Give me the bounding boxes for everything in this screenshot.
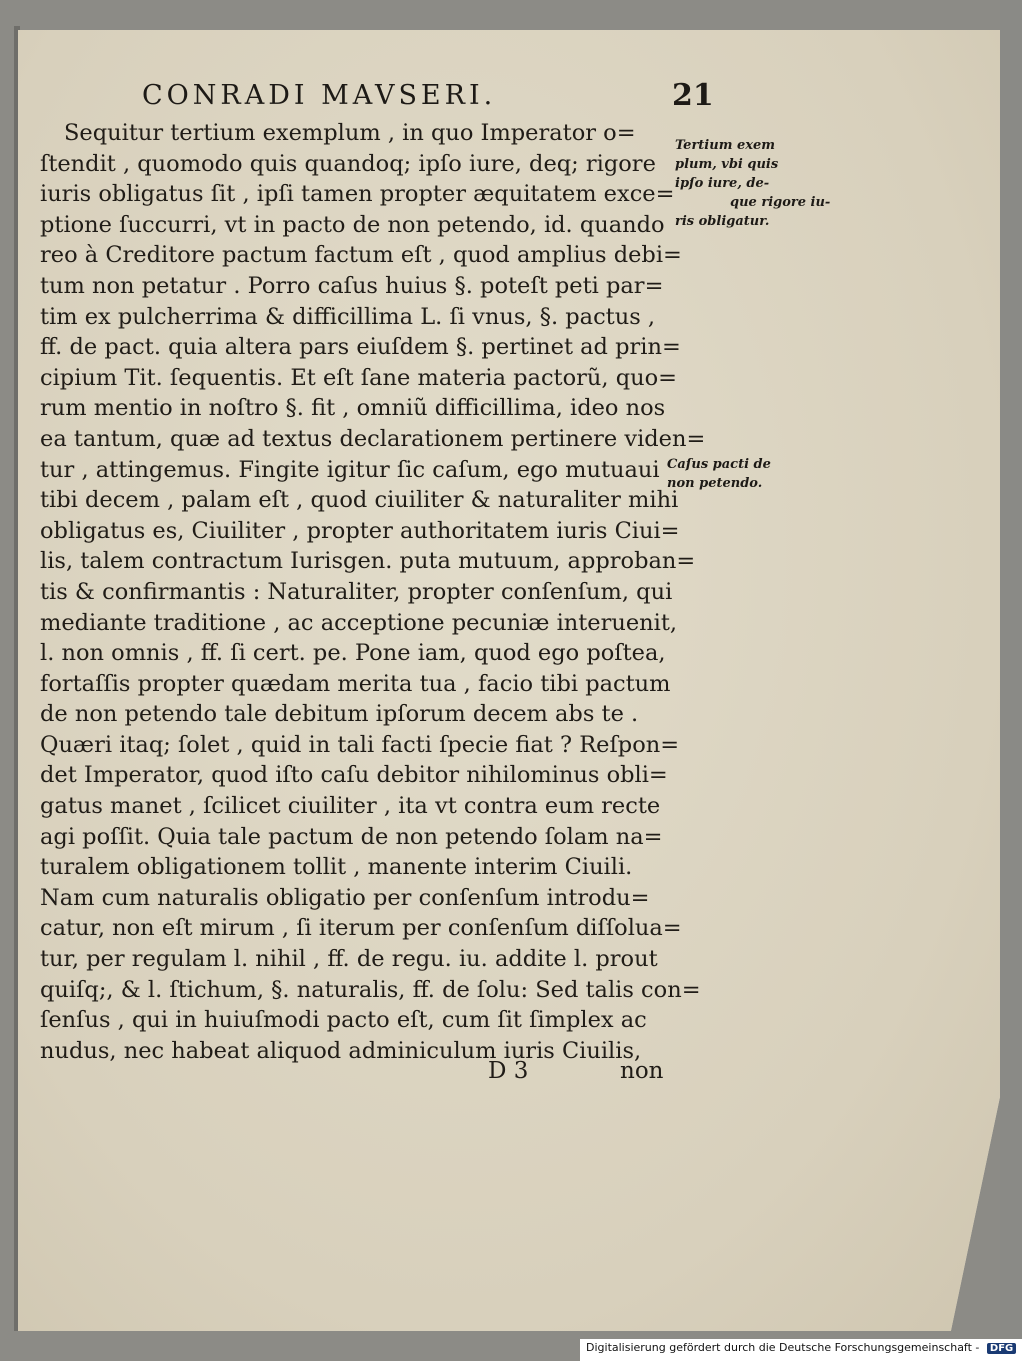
body-text xyxy=(40,118,706,1066)
text-line: de non petendo tale debitum ipſorum decem abs te . xyxy=(40,701,639,728)
text-line: ff. de pact. quia altera pars eiuſdem §. pertinet ad prin= xyxy=(40,334,681,361)
text-line: tibi decem , palam eſt , quod ciuiliter & naturaliter mihi xyxy=(40,487,679,514)
text-line: Sequitur tertium exemplum , in quo Imperator o= xyxy=(64,120,636,146)
text-line: ſtendit , quomodo quis quandoq; ipſo iure, deq; rigore xyxy=(40,150,656,177)
marginal-note-line: ris obligatur. xyxy=(675,214,770,229)
dfg-logo: DFG xyxy=(987,1343,1016,1354)
signature-mark: D 3 xyxy=(488,1058,529,1084)
text-line: l. non omnis , ff. ſi cert. pe. Pone iam, quod ego poſtea, xyxy=(40,640,666,667)
text-line: lis, talem contractum Iurisgen. puta mutuum, approban= xyxy=(40,548,696,575)
marginal-note-line: que rigore iu- xyxy=(730,195,831,210)
marginal-note-line: ipſo iure, de- xyxy=(675,176,770,191)
catchword: non xyxy=(620,1058,664,1084)
text-line: reo à Creditore pactum factum eſt , quod amplius debi= xyxy=(40,242,682,269)
marginal-note-casus-pacti xyxy=(667,455,771,493)
digitization-credit xyxy=(580,1339,1022,1361)
text-line: tur , attingemus. Fingite igitur ſic caſum, ego mutuaui xyxy=(40,456,660,483)
text-line: ea tantum, quæ ad textus declarationem pertinere viden= xyxy=(40,425,706,452)
text-line: gatus manet , ſcilicet ciuiliter , ita vt contra eum recte xyxy=(40,793,661,820)
text-line: catur, non eſt mirum , ſi iterum per conſenſum diſſolua= xyxy=(40,915,682,942)
credit-text: Digitalisierung gefördert durch die Deutsche Forschungsgemeinschaft - xyxy=(586,1341,980,1354)
running-head: CONRADI MAVSERI. xyxy=(142,80,497,111)
text-line: tim ex pulcherrima & difficillima L. ſi vnus, §. pactus , xyxy=(40,303,656,330)
marginal-note-tertium-exemplum xyxy=(675,136,830,231)
text-line: tum non petatur . Porro caſus huius §. poteſt peti par= xyxy=(40,272,664,299)
text-line: Nam cum naturalis obligatio per conſenſum introdu= xyxy=(40,884,650,911)
marginal-note-line: Tertium exem xyxy=(675,138,776,153)
text-line: det Imperator, quod iſto caſu debitor nihilominus obli= xyxy=(40,762,668,789)
text-line: rum mentio in noſtro §. fit , omniũ difficillima, ideo nos xyxy=(40,395,666,422)
text-line: nudus, nec habeat aliquod adminiculum iuris Ciuilis, xyxy=(40,1037,642,1064)
text-line: fortaſſis propter quædam merita tua , facio tibi pactum xyxy=(40,670,671,697)
text-line: ſenſus , qui in huiuſmodi pacto eſt, cum ſit ſimplex ac xyxy=(40,1007,647,1034)
text-line: cipium Tit. ſequentis. Et eſt ſane materia pactorũ, quo= xyxy=(40,364,677,391)
marginal-note-line: plum, vbi quis xyxy=(675,157,779,172)
text-line: iuris obligatus ſit , ipſi tamen propter æquitatem exce= xyxy=(40,181,675,208)
marginal-note-line: non petendo. xyxy=(667,476,763,491)
marginal-note-line: Caſus pacti de xyxy=(667,457,771,472)
text-line: quiſq;, & l. ſtichum, §. naturalis, ff. de ſolu: Sed talis con= xyxy=(40,976,701,1003)
text-line: obligatus es, Ciuiliter , propter authoritatem iuris Ciui= xyxy=(40,517,680,544)
text-line: mediante traditione , ac acceptione pecuniæ interuenit, xyxy=(40,609,678,636)
text-line: ptione ſuccurri, vt in pacto de non petendo, id. quando xyxy=(40,211,665,238)
text-line: tis & confirmantis : Naturaliter, propter conſenſum, qui xyxy=(40,578,673,605)
text-line: agi poſſit. Quia tale pactum de non petendo ſolam na= xyxy=(40,823,663,850)
text-line: tur, per regulam l. nihil , ff. de regu. iu. addite l. prout xyxy=(40,946,658,973)
text-line: turalem obligationem tollit , manente interim Ciuili. xyxy=(40,854,633,881)
page-number: 21 xyxy=(672,78,714,113)
text-line: Quæri itaq; ſolet , quid in tali facti ſpecie fiat ? Reſpon= xyxy=(40,731,680,758)
